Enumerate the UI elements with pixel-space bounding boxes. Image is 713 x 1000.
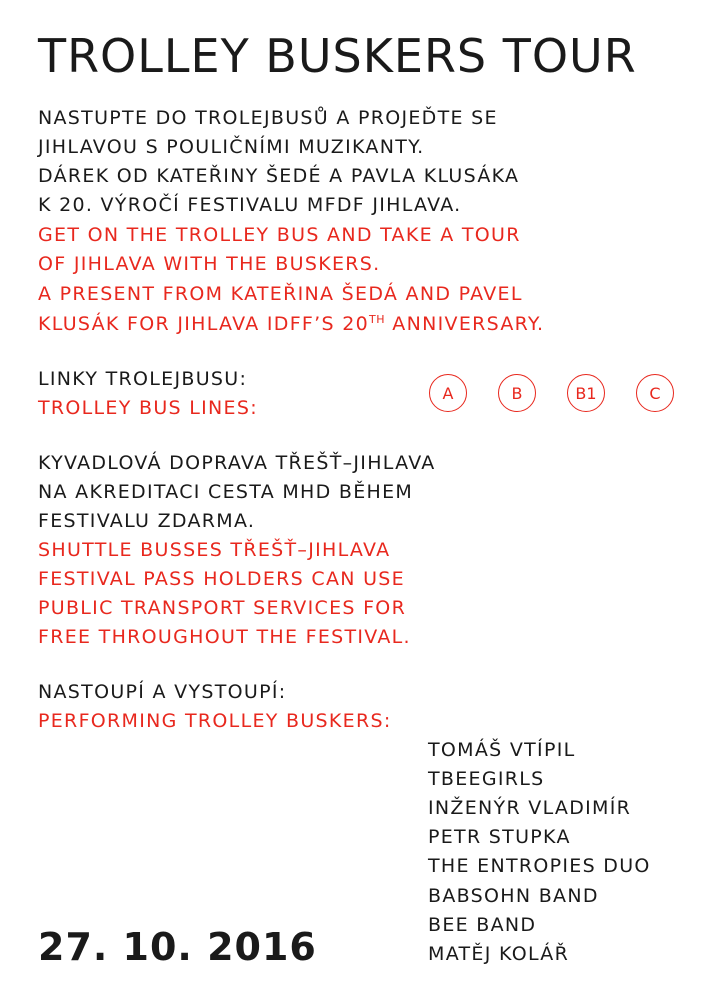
lines-label-cz: LINKY TROLEJBUSU: (38, 368, 248, 390)
performer-item: PETR STUPKA (428, 826, 571, 848)
line-badge-c: C (636, 374, 674, 412)
line-badge-b: B (498, 374, 536, 412)
performer-item: BABSOHN BAND (428, 885, 599, 907)
intro-en-line-4-end: ANNIVERSARY. (384, 313, 545, 335)
shuttle-cz-line-2: NA AKREDITACI CESTA MHD BĚHEM (38, 481, 414, 503)
intro-en-line-4 (38, 314, 544, 334)
performer-item: TOMÁŠ VTÍPIL (428, 739, 576, 761)
shuttle-en-line-1: SHUTTLE BUSSES TŘEŠŤ–JIHLAVA (38, 539, 391, 561)
lines-label-en: TROLLEY BUS LINES: (38, 397, 258, 419)
performer-item: TBEEGIRLS (428, 768, 545, 790)
performer-item: BEE BAND (428, 914, 537, 936)
intro-cz-line-1: NASTUPTE DO TROLEJBUSŮ A PROJEĎTE SE (38, 107, 498, 129)
intro-cz-line-4: K 20. VÝROČÍ FESTIVALU MFDF JIHLAVA. (38, 194, 462, 216)
intro-en-line-4-text: KLUSÁK FOR JIHLAVA IDFF’S 20 (38, 313, 369, 335)
poster-title: TROLLEY BUSKERS TOUR (38, 29, 637, 83)
performer-item: THE ENTROPIES DUO (428, 855, 651, 877)
shuttle-en-line-4: FREE THROUGHOUT THE FESTIVAL. (38, 626, 411, 648)
line-badge-a: A (429, 374, 467, 412)
performers-label-en: PERFORMING TROLLEY BUSKERS: (38, 710, 392, 732)
intro-en-line-1: GET ON THE TROLLEY BUS AND TAKE A TOUR (38, 224, 521, 246)
performer-item: INŽENÝR VLADIMÍR (428, 797, 632, 819)
line-badge-b1: B1 (567, 374, 605, 412)
shuttle-en-line-3: PUBLIC TRANSPORT SERVICES FOR (38, 597, 407, 619)
ordinal-suffix: TH (368, 313, 385, 326)
intro-cz-line-3: DÁREK OD KATEŘINY ŠEDÉ A PAVLA KLUSÁKA (38, 165, 520, 187)
shuttle-en-line-2: FESTIVAL PASS HOLDERS CAN USE (38, 568, 405, 590)
intro-cz-line-2: JIHLAVOU S POULIČNÍMI MUZIKANTY. (38, 136, 425, 158)
performers-label-cz: NASTOUPÍ A VYSTOUPÍ: (38, 681, 287, 703)
intro-en-line-2: OF JIHLAVA WITH THE BUSKERS. (38, 253, 381, 275)
event-date: 27. 10. 2016 (38, 925, 317, 969)
performer-item: MATĚJ KOLÁŘ (428, 943, 570, 965)
shuttle-cz-line-3: FESTIVALU ZDARMA. (38, 510, 256, 532)
intro-en-line-3: A PRESENT FROM KATEŘINA ŠEDÁ AND PAVEL (38, 283, 523, 305)
shuttle-cz-line-1: KYVADLOVÁ DOPRAVA TŘEŠŤ–JIHLAVA (38, 452, 436, 474)
